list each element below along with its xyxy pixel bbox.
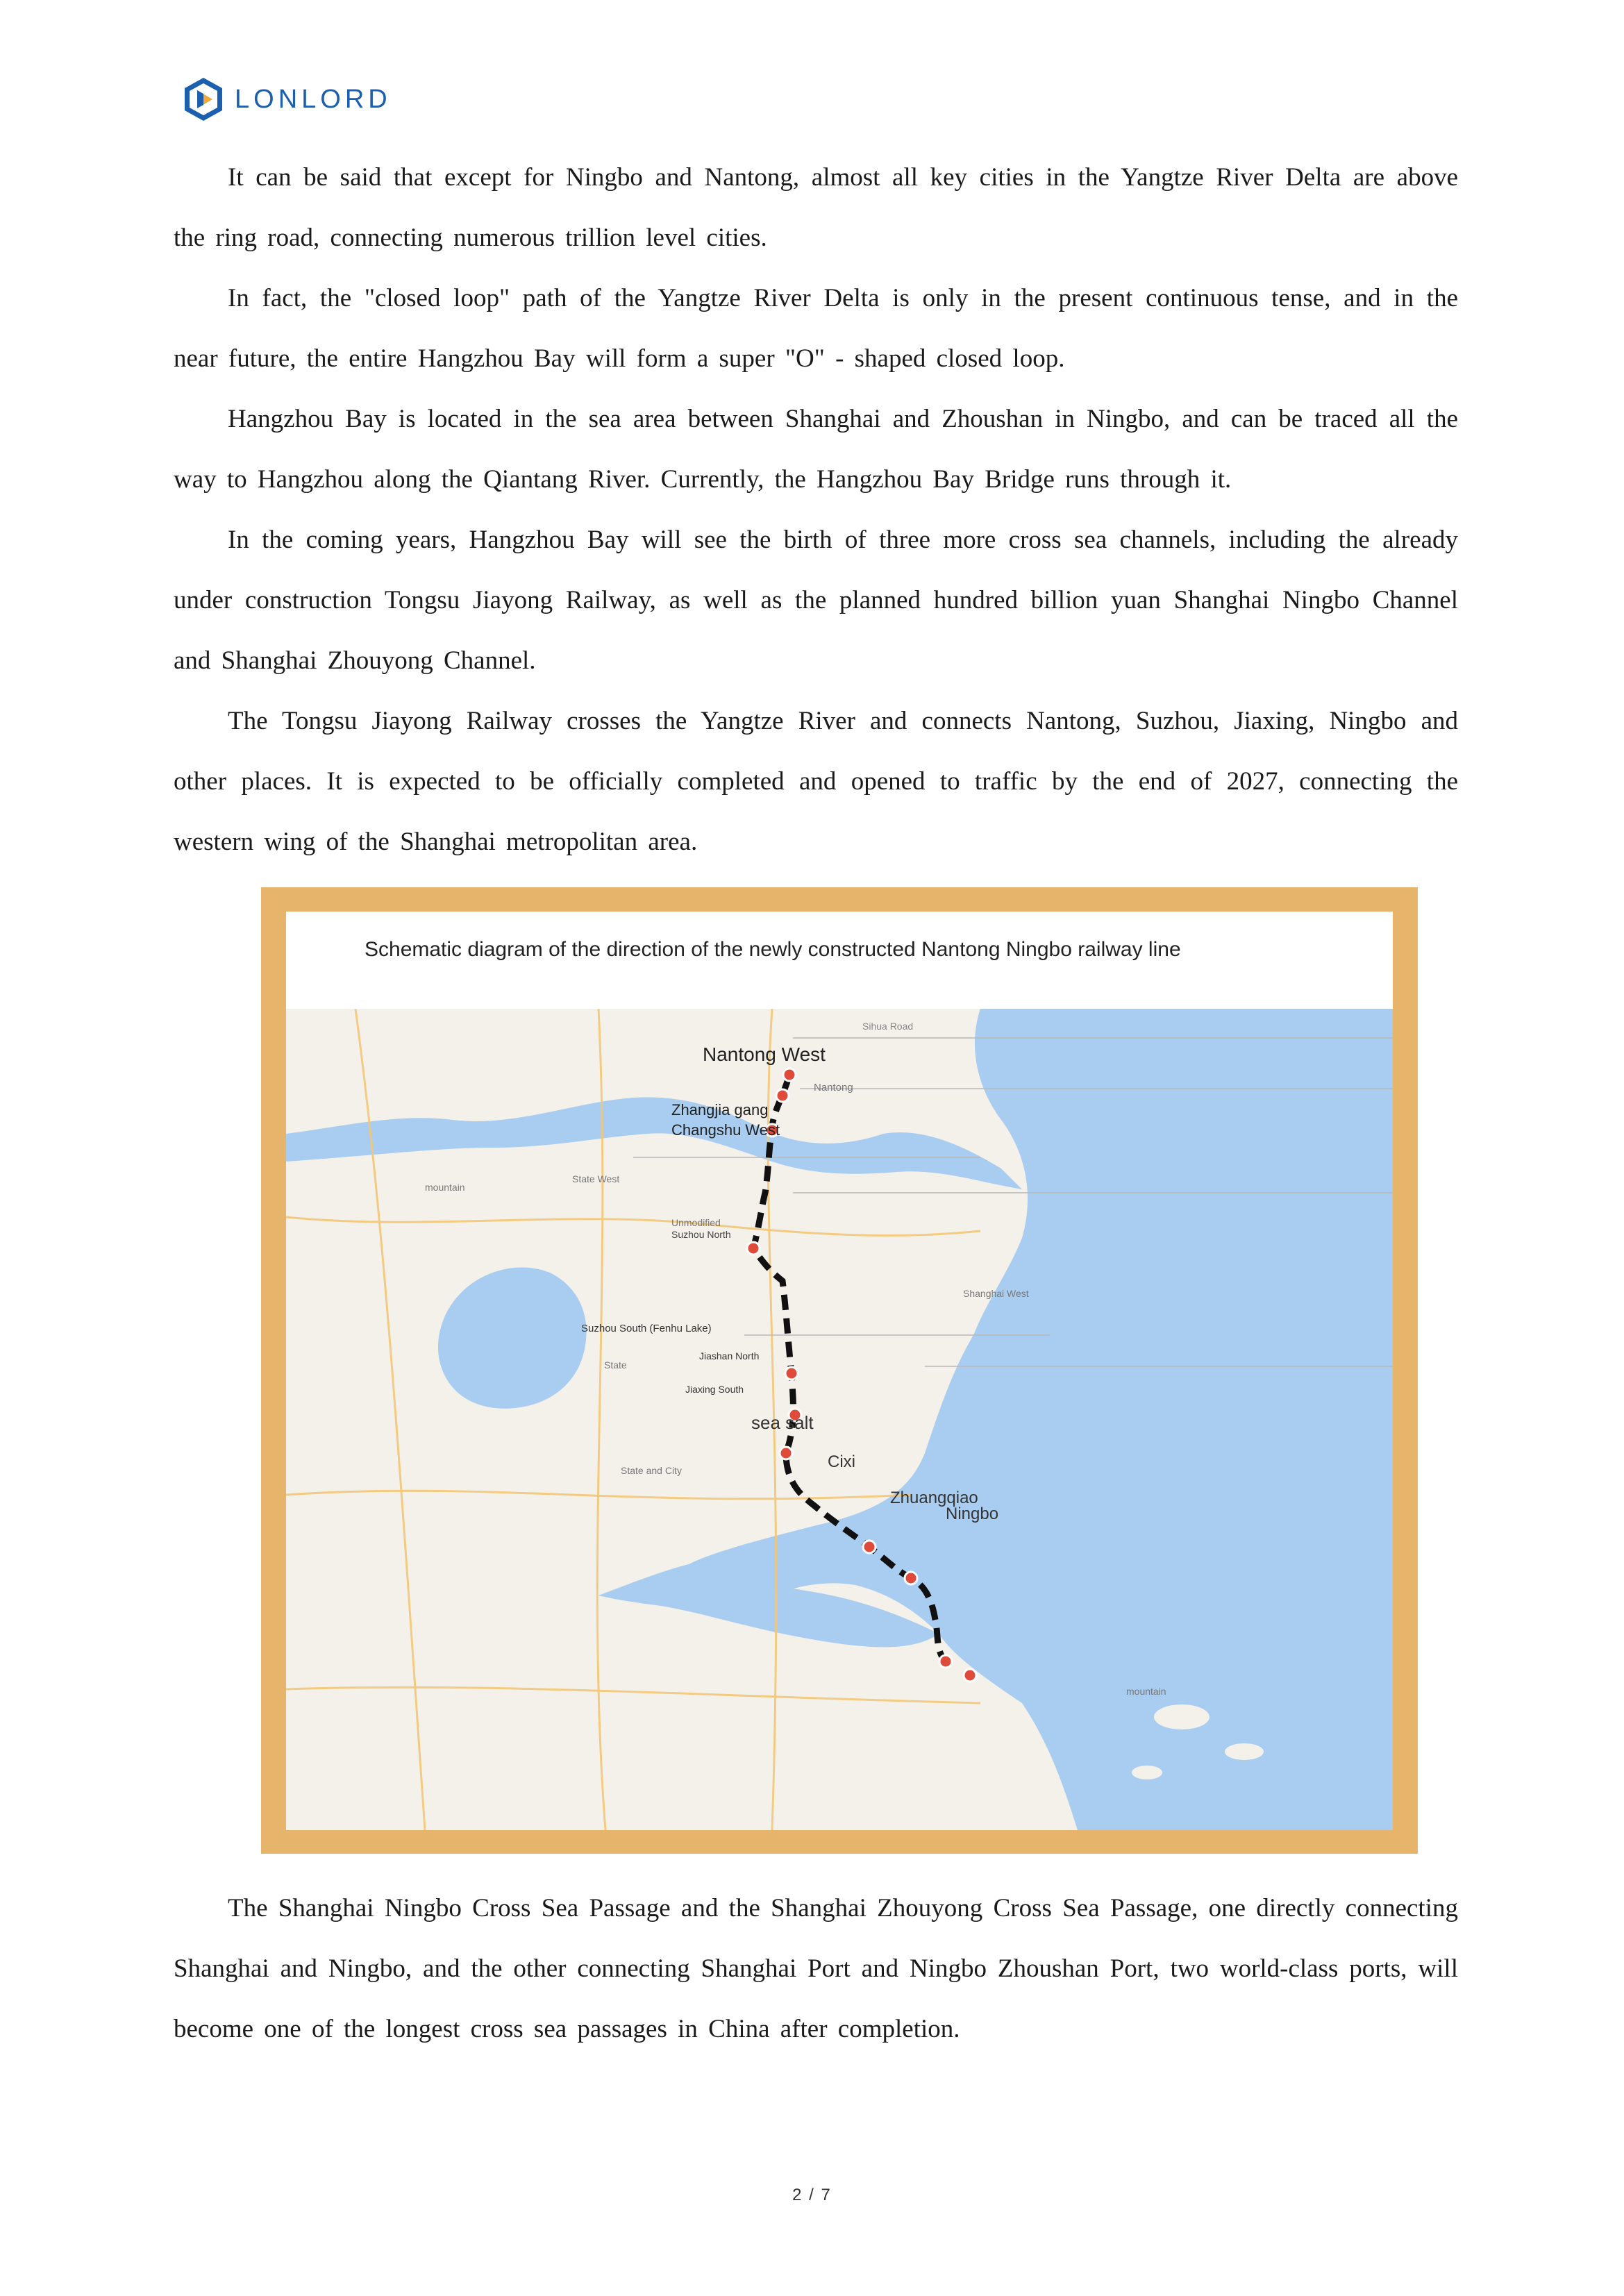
station-suzhou-north	[747, 1242, 760, 1255]
label-state-and-city: State and City	[621, 1465, 682, 1476]
label-ningbo: Ningbo	[946, 1505, 999, 1523]
label-mountain-right: mountain	[1126, 1686, 1166, 1697]
label-mountain-left: mountain	[425, 1182, 465, 1193]
station-zhangjiagang	[776, 1089, 789, 1102]
label-suzhou-north: Suzhou North	[671, 1229, 731, 1240]
paragraph: It can be said that except for Ningbo and Nantong, almost all key cities in the Yangtze River Delta are above the ring road, connecting numerous trillion level cities.	[174, 163, 1458, 252]
figure-title: Schematic diagram of the direction of the newly constructed Nantong Ningbo railway line	[365, 938, 1181, 961]
page-number: 2 / 7	[792, 2186, 832, 2204]
label-sea-salt: sea salt	[751, 1412, 814, 1433]
map-island	[1132, 1766, 1162, 1779]
label-state: State	[604, 1359, 627, 1371]
station-zhuangqiao	[939, 1655, 952, 1668]
station-ningbo	[964, 1669, 976, 1682]
map-island	[1154, 1704, 1209, 1729]
station-jiaxing-south	[780, 1447, 792, 1459]
map-island	[1225, 1743, 1264, 1760]
label-jiashan-north: Jiashan North	[699, 1350, 760, 1361]
body-text-bottom	[174, 1878, 1458, 2059]
label-suzhou-south: Suzhou South (Fenhu Lake)	[581, 1323, 712, 1334]
figure-title-box	[286, 912, 1393, 1009]
station-sea-salt	[863, 1541, 876, 1553]
label-sihua-road: Sihua Road	[862, 1021, 914, 1032]
paragraph: In fact, the "closed loop" path of the Yangtze River Delta is only in the present continuous tense, and in the near future, the entire Hangzhou Bay will form a super "O" - shaped closed loop.	[174, 284, 1458, 373]
label-zhuangqiao: Zhuangqiao	[890, 1489, 978, 1507]
station-suzhou-south	[785, 1367, 798, 1380]
paragraph: Hangzhou Bay is located in the sea area between Shanghai and Zhoushan in Ningbo, and can be traced all the way to Hangzhou along the Qiantang River. Currently, the Hangzhou Bay Bridge runs through it.	[174, 405, 1458, 494]
label-nantong-west: Nantong West	[703, 1044, 826, 1065]
label-changshu: Changshu West	[671, 1121, 780, 1139]
figure-inner	[286, 912, 1393, 1830]
label-jiaxing-south: Jiaxing South	[685, 1384, 744, 1395]
label-cixi: Cixi	[828, 1452, 855, 1471]
paragraph: The Shanghai Ningbo Cross Sea Passage and the Shanghai Zhouyong Cross Sea Passage, one directly connecting Shanghai and Ningbo, and the other connecting Shanghai Port and Ningbo Zhoushan Port, two world-class ports, will become one of the longest cross sea passages in China after completion.	[174, 1894, 1458, 2043]
brand-name: LONLORD	[235, 84, 392, 114]
paragraph: In the coming years, Hangzhou Bay will see the birth of three more cross sea channels, including the already under construction Tongsu Jiayong Railway, as well as the planned hundred billion yuan Shanghai Ningbo Channel and Shanghai Zhouyong Channel.	[174, 526, 1458, 675]
label-state-west: State West	[572, 1173, 620, 1184]
label-nantong: Nantong	[814, 1082, 853, 1093]
station-cixi	[905, 1572, 917, 1584]
label-unmodified: Unmodified	[671, 1217, 721, 1228]
header-logo	[182, 75, 392, 124]
station-nantong-west	[783, 1069, 796, 1081]
lonlord-hexagon-logo-icon	[182, 76, 225, 122]
body-text-top	[174, 147, 1458, 872]
label-zhangjiagang: Zhangjia gang	[671, 1101, 769, 1118]
railway-map-figure	[261, 887, 1418, 1854]
railway-map	[286, 1009, 1393, 1830]
paragraph: The Tongsu Jiayong Railway crosses the Yangtze River and connects Nantong, Suzhou, Jiaxing, Ningbo and other places. It is expected to be officially completed and opened to traffic by the end of 2027, connecting the western wing of the Shanghai metropolitan area.	[174, 707, 1458, 856]
label-shanghai-west: Shanghai West	[963, 1288, 1029, 1299]
